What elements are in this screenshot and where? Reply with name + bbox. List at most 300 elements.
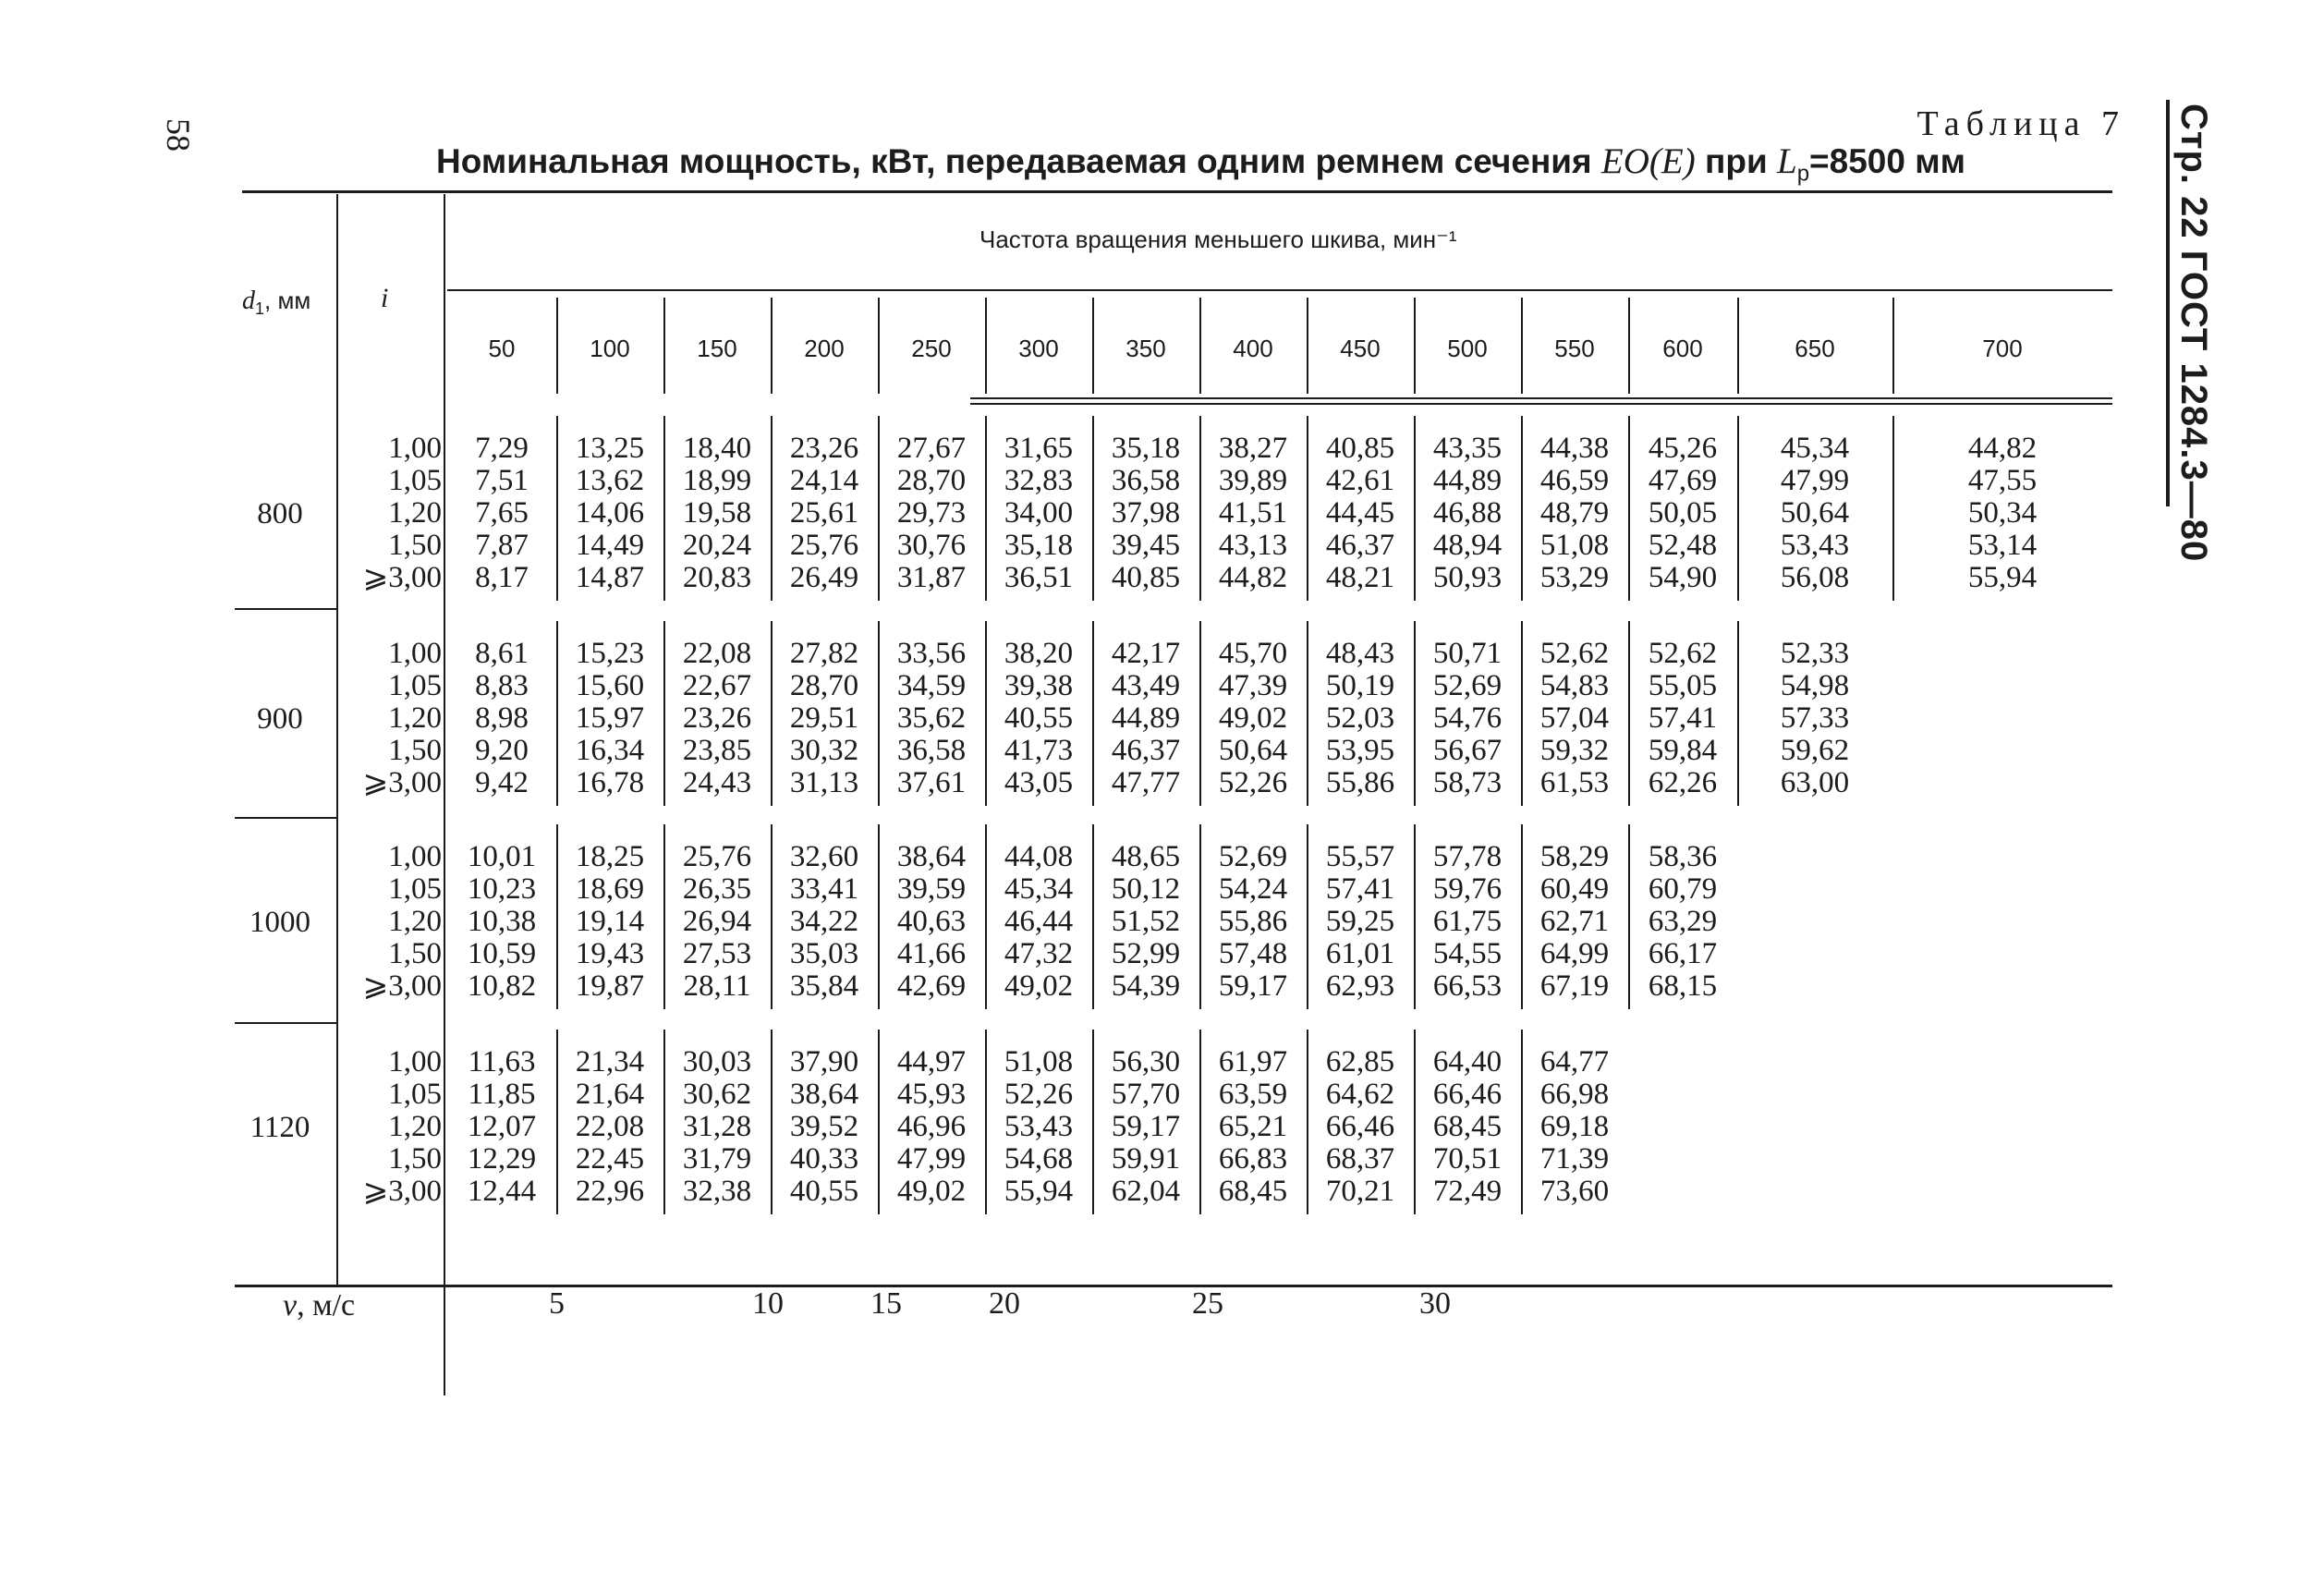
column-divider bbox=[1737, 621, 1739, 806]
power-cell: 10,59 bbox=[467, 937, 537, 970]
power-cell: 72,49 bbox=[1432, 1175, 1503, 1208]
power-cell: 50,34 bbox=[1967, 496, 2038, 530]
power-cell: 59,91 bbox=[1111, 1142, 1181, 1176]
rpm-header-divider bbox=[1892, 298, 1894, 394]
power-cell: 71,39 bbox=[1539, 1142, 1610, 1176]
i-value: 1,05 bbox=[388, 872, 442, 906]
power-cell: 40,63 bbox=[896, 905, 967, 938]
power-cell: 11,63 bbox=[468, 1045, 536, 1078]
power-cell: 35,62 bbox=[896, 701, 967, 735]
power-cell: 10,01 bbox=[467, 840, 537, 873]
power-column bbox=[1628, 841, 1737, 1003]
power-cell: 37,90 bbox=[789, 1045, 859, 1078]
power-cell: 69,18 bbox=[1539, 1110, 1610, 1143]
power-column bbox=[1892, 433, 2112, 594]
power-cell: 63,00 bbox=[1780, 766, 1850, 799]
power-cell: 26,49 bbox=[789, 561, 859, 594]
power-cell: 45,34 bbox=[1780, 432, 1850, 465]
velocity-tick: 5 bbox=[549, 1286, 565, 1321]
power-cell: 40,33 bbox=[789, 1142, 859, 1176]
power-column bbox=[556, 433, 663, 594]
power-cell: 11,85 bbox=[468, 1078, 536, 1111]
power-cell: 64,77 bbox=[1539, 1045, 1610, 1078]
column-divider bbox=[771, 1030, 773, 1214]
column-divider bbox=[1414, 621, 1416, 806]
power-cell: 42,61 bbox=[1325, 464, 1395, 497]
power-column bbox=[878, 638, 985, 799]
power-cell: 52,62 bbox=[1539, 637, 1610, 670]
power-cell: 52,26 bbox=[1218, 766, 1288, 799]
power-cell: 60,49 bbox=[1539, 872, 1610, 906]
power-cell: 61,01 bbox=[1325, 937, 1395, 970]
power-cell: 47,99 bbox=[1780, 464, 1850, 497]
rpm-header-400: 400 bbox=[1233, 335, 1273, 362]
power-cell: 24,14 bbox=[789, 464, 859, 497]
power-cell: 56,08 bbox=[1780, 561, 1850, 594]
power-cell: 52,03 bbox=[1325, 701, 1395, 735]
power-cell: 62,26 bbox=[1648, 766, 1718, 799]
power-column bbox=[1307, 433, 1414, 594]
power-cell: 27,67 bbox=[896, 432, 967, 465]
power-column bbox=[1307, 841, 1414, 1003]
power-cell: 7,87 bbox=[475, 529, 529, 562]
power-cell: 33,56 bbox=[896, 637, 967, 670]
power-cell: 57,41 bbox=[1648, 701, 1718, 735]
power-cell: 23,85 bbox=[682, 734, 752, 767]
power-cell: 41,73 bbox=[1004, 734, 1074, 767]
power-cell: 54,55 bbox=[1432, 937, 1503, 970]
velocity-tick: 10 bbox=[752, 1286, 784, 1321]
power-cell: 44,82 bbox=[1967, 432, 2038, 465]
column-divider bbox=[1414, 416, 1416, 601]
column-divider bbox=[1521, 824, 1523, 1009]
power-cell: 54,83 bbox=[1539, 669, 1610, 702]
power-cell: 68,15 bbox=[1648, 969, 1718, 1003]
column-divider bbox=[771, 416, 773, 601]
power-cell: 59,84 bbox=[1648, 734, 1718, 767]
power-cell: 55,86 bbox=[1325, 766, 1395, 799]
velocity-tick: 25 bbox=[1192, 1286, 1223, 1321]
power-column bbox=[771, 433, 878, 594]
power-cell: 64,62 bbox=[1325, 1078, 1395, 1111]
rpm-header-divider bbox=[1092, 298, 1094, 394]
power-cell: 8,98 bbox=[475, 701, 529, 735]
i-value: 1,20 bbox=[388, 905, 442, 938]
power-cell: 13,25 bbox=[575, 432, 645, 465]
power-cell: 43,13 bbox=[1218, 529, 1288, 562]
power-column bbox=[1199, 433, 1307, 594]
power-cell: 53,43 bbox=[1780, 529, 1850, 562]
power-cell: 70,51 bbox=[1432, 1142, 1503, 1176]
power-column bbox=[1628, 638, 1737, 799]
power-column bbox=[1737, 433, 1892, 594]
power-cell: 27,82 bbox=[789, 637, 859, 670]
power-cell: 36,51 bbox=[1004, 561, 1074, 594]
power-cell: 8,83 bbox=[475, 669, 529, 702]
power-cell: 58,29 bbox=[1539, 840, 1610, 873]
power-cell: 28,70 bbox=[789, 669, 859, 702]
power-cell: 28,70 bbox=[896, 464, 967, 497]
power-column bbox=[663, 433, 771, 594]
power-cell: 12,44 bbox=[467, 1175, 537, 1208]
rpm-header-500: 500 bbox=[1447, 335, 1488, 362]
power-cell: 47,69 bbox=[1648, 464, 1718, 497]
power-cell: 15,97 bbox=[575, 701, 645, 735]
i-value: ⩾3,00 bbox=[362, 561, 442, 594]
power-cell: 18,99 bbox=[682, 464, 752, 497]
power-cell: 46,88 bbox=[1432, 496, 1503, 530]
column-divider bbox=[985, 824, 987, 1009]
power-column bbox=[663, 841, 771, 1003]
column-divider bbox=[1307, 621, 1308, 806]
power-cell: 59,76 bbox=[1432, 872, 1503, 906]
column-divider bbox=[878, 1030, 880, 1214]
power-cell: 25,61 bbox=[789, 496, 859, 530]
power-cell: 52,48 bbox=[1648, 529, 1718, 562]
column-divider bbox=[1199, 824, 1201, 1009]
power-cell: 46,37 bbox=[1111, 734, 1181, 767]
power-cell: 66,83 bbox=[1218, 1142, 1288, 1176]
power-cell: 57,70 bbox=[1111, 1078, 1181, 1111]
power-cell: 63,59 bbox=[1218, 1078, 1288, 1111]
column-divider bbox=[1092, 416, 1094, 601]
rpm-header-250: 250 bbox=[911, 335, 952, 362]
power-cell: 16,78 bbox=[575, 766, 645, 799]
power-cell: 62,71 bbox=[1539, 905, 1610, 938]
power-cell: 44,82 bbox=[1218, 561, 1288, 594]
i-value: 1,50 bbox=[388, 734, 442, 767]
rpm-header-150: 150 bbox=[697, 335, 737, 362]
power-cell: 66,46 bbox=[1432, 1078, 1503, 1111]
power-cell: 57,04 bbox=[1539, 701, 1610, 735]
power-cell: 19,14 bbox=[575, 905, 645, 938]
rpm-header-divider bbox=[878, 298, 880, 394]
power-cell: 58,36 bbox=[1648, 840, 1718, 873]
power-cell: 34,00 bbox=[1004, 496, 1074, 530]
power-cell: 38,20 bbox=[1004, 637, 1074, 670]
rpm-header-divider bbox=[1307, 298, 1308, 394]
power-column bbox=[1521, 841, 1628, 1003]
power-cell: 70,21 bbox=[1325, 1175, 1395, 1208]
power-cell: 51,52 bbox=[1111, 905, 1181, 938]
power-cell: 10,38 bbox=[467, 905, 537, 938]
power-cell: 12,07 bbox=[467, 1110, 537, 1143]
column-divider bbox=[1092, 824, 1094, 1009]
column-divider bbox=[1092, 621, 1094, 806]
velocity-tick: 15 bbox=[870, 1286, 902, 1321]
power-cell: 16,34 bbox=[575, 734, 645, 767]
power-cell: 67,19 bbox=[1539, 969, 1610, 1003]
power-cell: 18,40 bbox=[682, 432, 752, 465]
power-cell: 25,76 bbox=[682, 840, 752, 873]
power-cell: 61,75 bbox=[1432, 905, 1503, 938]
power-cell: 34,59 bbox=[896, 669, 967, 702]
rpm-header-350: 350 bbox=[1125, 335, 1166, 362]
power-cell: 30,03 bbox=[682, 1045, 752, 1078]
power-cell: 31,87 bbox=[896, 561, 967, 594]
power-cell: 41,66 bbox=[896, 937, 967, 970]
power-cell: 42,17 bbox=[1111, 637, 1181, 670]
d1-value: 1000 bbox=[249, 906, 310, 939]
power-cell: 45,34 bbox=[1004, 872, 1074, 906]
power-cell: 32,38 bbox=[682, 1175, 752, 1208]
column-divider bbox=[556, 824, 558, 1009]
power-cell: 23,26 bbox=[682, 701, 752, 735]
column-divider bbox=[1521, 1030, 1523, 1214]
power-cell: 59,62 bbox=[1780, 734, 1850, 767]
power-cell: 49,02 bbox=[896, 1175, 967, 1208]
column-divider bbox=[1307, 416, 1308, 601]
power-cell: 39,59 bbox=[896, 872, 967, 906]
power-cell: 48,94 bbox=[1432, 529, 1503, 562]
power-cell: 7,51 bbox=[475, 464, 529, 497]
power-cell: 68,45 bbox=[1432, 1110, 1503, 1143]
power-cell: 31,28 bbox=[682, 1110, 752, 1143]
power-cell: 23,26 bbox=[789, 432, 859, 465]
power-cell: 35,18 bbox=[1111, 432, 1181, 465]
power-cell: 59,17 bbox=[1111, 1110, 1181, 1143]
power-cell: 56,30 bbox=[1111, 1045, 1181, 1078]
power-column bbox=[771, 638, 878, 799]
i-values bbox=[340, 841, 442, 1003]
power-cell: 45,70 bbox=[1218, 637, 1288, 670]
power-cell: 10,82 bbox=[467, 969, 537, 1003]
power-cell: 53,43 bbox=[1004, 1110, 1074, 1143]
column-divider bbox=[771, 824, 773, 1009]
velocity-tick: 20 bbox=[989, 1286, 1020, 1321]
power-column bbox=[556, 1046, 663, 1208]
power-cell: 52,69 bbox=[1432, 669, 1503, 702]
power-cell: 32,83 bbox=[1004, 464, 1074, 497]
column-divider bbox=[1521, 621, 1523, 806]
power-cell: 54,39 bbox=[1111, 969, 1181, 1003]
power-cell: 46,96 bbox=[896, 1110, 967, 1143]
power-cell: 19,43 bbox=[575, 937, 645, 970]
power-cell: 38,64 bbox=[789, 1078, 859, 1111]
power-column bbox=[878, 433, 985, 594]
power-cell: 37,98 bbox=[1111, 496, 1181, 530]
i-value: 1,20 bbox=[388, 701, 442, 735]
power-cell: 52,26 bbox=[1004, 1078, 1074, 1111]
power-cell: 50,19 bbox=[1325, 669, 1395, 702]
power-cell: 55,94 bbox=[1967, 561, 2038, 594]
column-divider bbox=[663, 416, 665, 601]
column-divider bbox=[878, 824, 880, 1009]
column-divider bbox=[1892, 416, 1894, 601]
rpm-header-divider bbox=[985, 298, 987, 394]
i-value: 1,00 bbox=[388, 432, 442, 465]
column-divider bbox=[1628, 621, 1630, 806]
power-cell: 54,24 bbox=[1218, 872, 1288, 906]
power-column bbox=[985, 841, 1092, 1003]
i-value: 1,50 bbox=[388, 1142, 442, 1176]
i-value: ⩾3,00 bbox=[362, 1175, 442, 1208]
power-cell: 43,05 bbox=[1004, 766, 1074, 799]
power-cell: 53,29 bbox=[1539, 561, 1610, 594]
d1-value: 800 bbox=[257, 497, 303, 530]
power-cell: 9,20 bbox=[475, 734, 529, 767]
power-column bbox=[1199, 1046, 1307, 1208]
power-cell: 30,76 bbox=[896, 529, 967, 562]
power-cell: 52,62 bbox=[1648, 637, 1718, 670]
power-cell: 50,71 bbox=[1432, 637, 1503, 670]
power-column bbox=[1092, 638, 1199, 799]
power-cell: 14,06 bbox=[575, 496, 645, 530]
power-column bbox=[1199, 638, 1307, 799]
power-cell: 35,03 bbox=[789, 937, 859, 970]
power-cell: 45,26 bbox=[1648, 432, 1718, 465]
rpm-header-600: 600 bbox=[1662, 335, 1703, 362]
power-cell: 50,64 bbox=[1780, 496, 1850, 530]
power-cell: 63,29 bbox=[1648, 905, 1718, 938]
power-cell: 66,53 bbox=[1432, 969, 1503, 1003]
column-divider bbox=[1628, 416, 1630, 601]
column-divider bbox=[985, 621, 987, 806]
i-value: ⩾3,00 bbox=[362, 766, 442, 799]
rpm-header-divider bbox=[1521, 298, 1523, 394]
d1-header: $d_1$, мм bbox=[242, 286, 311, 319]
power-cell: 50,93 bbox=[1432, 561, 1503, 594]
power-column bbox=[1307, 1046, 1414, 1208]
power-cell: 19,58 bbox=[682, 496, 752, 530]
power-cell: 41,51 bbox=[1218, 496, 1288, 530]
i-value: 1,00 bbox=[388, 1045, 442, 1078]
i-value: 1,00 bbox=[388, 840, 442, 873]
column-divider bbox=[1414, 824, 1416, 1009]
power-column bbox=[1737, 638, 1892, 799]
power-cell: 31,65 bbox=[1004, 432, 1074, 465]
power-cell: 35,84 bbox=[789, 969, 859, 1003]
column-divider bbox=[1521, 416, 1523, 601]
power-column bbox=[447, 841, 556, 1003]
power-cell: 46,37 bbox=[1325, 529, 1395, 562]
column-divider bbox=[1199, 621, 1201, 806]
power-cell: 61,53 bbox=[1539, 766, 1610, 799]
side-rule bbox=[2166, 100, 2170, 506]
power-cell: 48,21 bbox=[1325, 561, 1395, 594]
power-cell: 59,25 bbox=[1325, 905, 1395, 938]
power-cell: 55,05 bbox=[1648, 669, 1718, 702]
table-bottom-rule bbox=[235, 1285, 2112, 1287]
power-column bbox=[878, 841, 985, 1003]
rpm-header-650: 650 bbox=[1795, 335, 1835, 362]
side-header: Стр. 22 ГОСТ 1284.3—80 bbox=[2173, 104, 2214, 563]
power-cell: 8,17 bbox=[475, 561, 529, 594]
power-cell: 13,62 bbox=[575, 464, 645, 497]
power-column bbox=[1307, 638, 1414, 799]
power-column bbox=[447, 638, 556, 799]
frequency-rule bbox=[447, 289, 2112, 291]
power-cell: 32,60 bbox=[789, 840, 859, 873]
power-cell: 66,98 bbox=[1539, 1078, 1610, 1111]
power-cell: 22,08 bbox=[575, 1110, 645, 1143]
power-column bbox=[1414, 433, 1521, 594]
power-cell: 18,25 bbox=[575, 840, 645, 873]
page-number: 58 bbox=[160, 118, 197, 152]
power-cell: 48,43 bbox=[1325, 637, 1395, 670]
i-value: 1,00 bbox=[388, 637, 442, 670]
i-value: 1,20 bbox=[388, 1110, 442, 1143]
power-cell: 39,89 bbox=[1218, 464, 1288, 497]
power-cell: 38,27 bbox=[1218, 432, 1288, 465]
rpm-header-divider bbox=[1414, 298, 1416, 394]
table-top-rule bbox=[242, 190, 2112, 193]
power-cell: 54,68 bbox=[1004, 1142, 1074, 1176]
power-cell: 59,17 bbox=[1218, 969, 1288, 1003]
power-column bbox=[1521, 638, 1628, 799]
power-column bbox=[771, 841, 878, 1003]
power-cell: 44,97 bbox=[896, 1045, 967, 1078]
i-values bbox=[340, 433, 442, 594]
power-column bbox=[1521, 1046, 1628, 1208]
power-cell: 62,85 bbox=[1325, 1045, 1395, 1078]
power-cell: 33,41 bbox=[789, 872, 859, 906]
power-cell: 53,14 bbox=[1967, 529, 2038, 562]
power-column bbox=[663, 638, 771, 799]
velocity-tick: 30 bbox=[1419, 1286, 1451, 1321]
column-divider bbox=[1737, 416, 1739, 601]
power-column bbox=[1092, 841, 1199, 1003]
power-cell: 31,13 bbox=[789, 766, 859, 799]
power-cell: 40,55 bbox=[789, 1175, 859, 1208]
rpm-header-450: 450 bbox=[1340, 335, 1381, 362]
power-column bbox=[1199, 841, 1307, 1003]
power-cell: 57,41 bbox=[1325, 872, 1395, 906]
column-divider bbox=[771, 621, 773, 806]
power-cell: 46,44 bbox=[1004, 905, 1074, 938]
power-column bbox=[878, 1046, 985, 1208]
frequency-header: Частота вращения меньшего шкива, мин⁻¹ bbox=[979, 225, 1457, 253]
power-cell: 44,89 bbox=[1111, 701, 1181, 735]
velocity-label: v, м/с bbox=[283, 1288, 356, 1322]
power-cell: 20,83 bbox=[682, 561, 752, 594]
power-cell: 22,45 bbox=[575, 1142, 645, 1176]
i-value: ⩾3,00 bbox=[362, 969, 442, 1003]
power-cell: 40,85 bbox=[1111, 561, 1181, 594]
rpm-header-50: 50 bbox=[488, 335, 516, 362]
column-divider bbox=[985, 416, 987, 601]
power-cell: 44,89 bbox=[1432, 464, 1503, 497]
power-column bbox=[663, 1046, 771, 1208]
power-cell: 52,99 bbox=[1111, 937, 1181, 970]
power-cell: 40,85 bbox=[1325, 432, 1395, 465]
column-divider bbox=[1414, 1030, 1416, 1214]
power-column bbox=[985, 1046, 1092, 1208]
d1-value: 900 bbox=[257, 702, 303, 736]
power-cell: 55,86 bbox=[1218, 905, 1288, 938]
i-values bbox=[340, 638, 442, 799]
power-cell: 26,35 bbox=[682, 872, 752, 906]
power-column bbox=[1092, 433, 1199, 594]
power-cell: 44,08 bbox=[1004, 840, 1074, 873]
power-cell: 66,46 bbox=[1325, 1110, 1395, 1143]
power-cell: 9,42 bbox=[475, 766, 529, 799]
power-cell: 51,08 bbox=[1004, 1045, 1074, 1078]
rpm-header-200: 200 bbox=[804, 335, 845, 362]
power-cell: 45,93 bbox=[896, 1078, 967, 1111]
power-cell: 48,79 bbox=[1539, 496, 1610, 530]
table-label: Таблица 7 bbox=[1916, 104, 2125, 143]
power-cell: 29,51 bbox=[789, 701, 859, 735]
power-cell: 51,08 bbox=[1539, 529, 1610, 562]
power-cell: 19,87 bbox=[575, 969, 645, 1003]
power-cell: 55,94 bbox=[1004, 1175, 1074, 1208]
power-cell: 50,64 bbox=[1218, 734, 1288, 767]
power-cell: 43,35 bbox=[1432, 432, 1503, 465]
power-cell: 62,93 bbox=[1325, 969, 1395, 1003]
group-separator bbox=[235, 817, 336, 819]
rpm-header-divider bbox=[771, 298, 773, 394]
